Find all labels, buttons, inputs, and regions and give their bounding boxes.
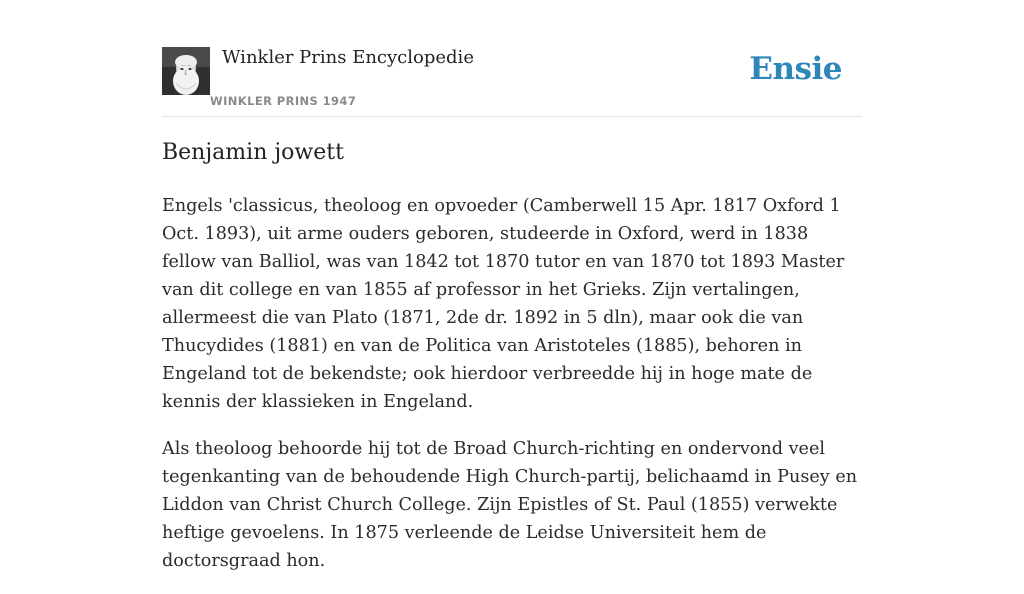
article-paragraph: Engels 'classicus, theoloog en opvoeder (Camberwell 15 Apr. 1817 Oxford 1 Oct. 1893), uit arme ouders geboren, studeerde in Oxford, werd in 1838 fellow van Balliol, was van 1842 tot 1870 tutor en van 1870 tot 1893 Master van dit college en van 1855 af professor in het Grieks. Zijn vertalingen, allermeest die van Plato (1871, 2de dr. 1892 in 5 dln), maar ook die van Thucydides (1881) en van de Politica van Aristoteles (1885), behoren in Engeland tot de bekendste; ook hierdoor verbreedde hij in hoge mate de kennis der klassieken in Engeland. bbox=[162, 196, 845, 412]
site-header bbox=[162, 46, 862, 117]
article-title: Benjamin jowett bbox=[162, 140, 344, 165]
article-body bbox=[162, 192, 862, 594]
publication-avatar[interactable] bbox=[162, 47, 210, 95]
publication-name[interactable]: Winkler Prins Encyclopedie bbox=[222, 47, 474, 68]
bearded-man-portrait-icon bbox=[162, 47, 210, 95]
publication-edition: WINKLER PRINS 1947 bbox=[210, 94, 357, 108]
article-paragraph: Als theoloog behoorde hij tot de Broad Church-richting en ondervond veel tegenkanting van de behoudende High Church-partij, belichaamd in Pusey en Liddon van Christ Church College. Zijn Epistles of St. Paul (1855) verwekte heftige gevoelens. In 1875 verleende de Leidse Universiteit hem de doctorsgraad hon. bbox=[162, 439, 858, 571]
brand-logo[interactable]: Ensie bbox=[749, 51, 842, 87]
